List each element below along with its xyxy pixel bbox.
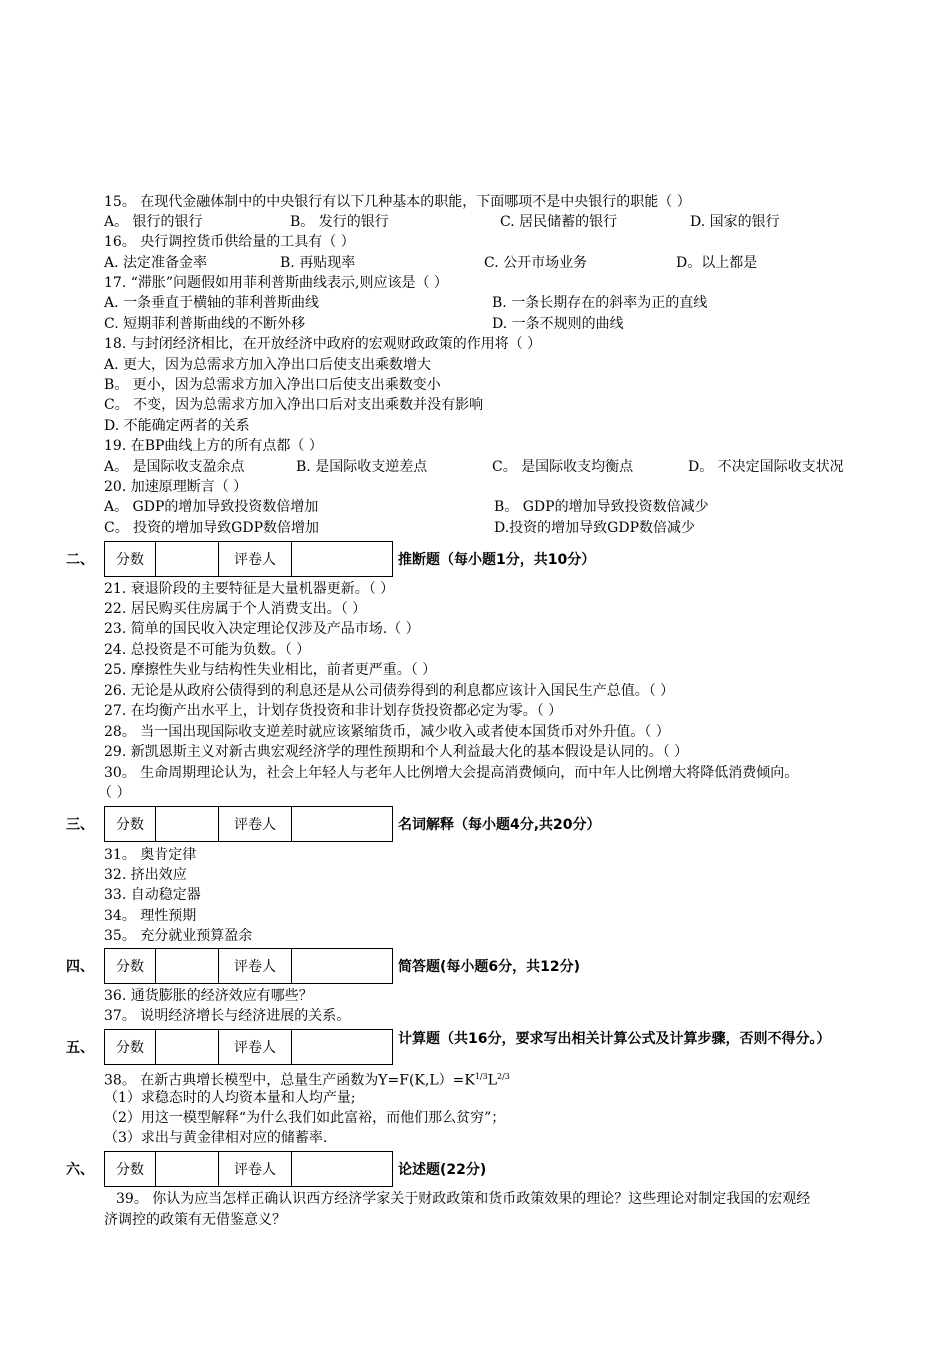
- term-33: 33. 自动稳定器: [104, 887, 201, 903]
- section-number: 二、: [66, 552, 94, 568]
- score-cell: [156, 1152, 219, 1187]
- calc-item-2: （2）用这一模型解释“为什么我们如此富裕，而他们那么贫穷”；: [104, 1110, 506, 1126]
- q18-option-c: C。 不变，因为总需求方加入净出口后对支出乘数并没有影响: [104, 397, 484, 413]
- question-18: 18. 与封闭经济相比，在开放经济中政府的宏观财政政策的作用将（ ）: [104, 336, 542, 352]
- q16-option-a: A. 法定准备金率: [104, 255, 208, 271]
- grader-label: 评卷人: [219, 1152, 292, 1187]
- q15-option-a: A。 银行的银行: [104, 214, 203, 230]
- score-table: [104, 948, 393, 984]
- section-header-3: [66, 806, 886, 842]
- score-label: 分数: [105, 1030, 156, 1065]
- score-cell: [156, 807, 219, 842]
- score-cell: [156, 1030, 219, 1065]
- q20-option-b: B。 GDP的增加导致投资数倍减少: [494, 499, 709, 515]
- grader-cell: [292, 1152, 393, 1187]
- q15-option-b: B。 发行的银行: [290, 214, 389, 230]
- score-table: [104, 1029, 393, 1065]
- section-number: 四、: [66, 959, 94, 975]
- term-31: 31。 奥肯定律: [104, 847, 197, 863]
- judge-27: 27. 在均衡产出水平上，计划存货投资和非计划存货投资都必定为零。（ ）: [104, 703, 563, 719]
- judge-26: 26. 无论是从政府公债得到的利息还是从公司债券得到的利息都应该计入国民生产总值。（ ）: [104, 683, 675, 699]
- judge-28: 28。 当一国出现国际收支逆差时就应该紧缩货币，减少收入或者使本国货币对外升值。（ ）: [104, 724, 670, 740]
- question-15: 15。 在现代金融体制中的中央银行有以下几种基本的职能，下面哪项不是中央银行的职能（ ）: [104, 194, 691, 210]
- q20-option-a: A。 GDP的增加导致投资数倍增加: [104, 499, 319, 515]
- grader-label: 评卷人: [219, 542, 292, 577]
- essay-39-line1: 39。 你认为应当怎样正确认识西方经济学家关于财政政策和货币政策效果的理论？这些理论对制定我国的宏观经: [116, 1191, 811, 1207]
- q17-option-d: D. 一条不规则的曲线: [492, 316, 624, 332]
- question-17: 17. “滞胀”问题假如用菲利普斯曲线表示,则应该是（ ）: [104, 275, 448, 291]
- section-title: 简答题(每小题6分，共12分): [398, 959, 581, 975]
- section-header-2: [66, 541, 886, 577]
- grader-label: 评卷人: [219, 1030, 292, 1065]
- calc-l: L: [487, 1072, 497, 1089]
- score-label: 分数: [105, 1152, 156, 1187]
- section-title: 计算题（共16分，要求写出相关计算公式及计算步骤，否则不得分。）: [398, 1031, 831, 1047]
- q19-option-b: B. 是国际收支逆差点: [296, 459, 428, 475]
- essay-39-line2: 济调控的政策有无借鉴意义？: [104, 1212, 286, 1228]
- question-16: 16。 央行调控货币供给量的工具有（ ）: [104, 234, 355, 250]
- judge-25: 25. 摩擦性失业与结构性失业相比，前者更严重。（ ）: [104, 662, 437, 678]
- q15-option-c: C. 居民储蓄的银行: [500, 214, 618, 230]
- q16-option-d: D。以上都是: [676, 255, 758, 271]
- short-37: 37。 说明经济增长与经济进展的关系。: [104, 1008, 351, 1024]
- section-number: 五、: [66, 1040, 94, 1056]
- judge-29: 29. 新凯恩斯主义对新古典宏观经济学的理性预期和个人利益最大化的基本假设是认同的。（ ）: [104, 744, 689, 760]
- question-19: 19. 在BP曲线上方的所有点都（ ）: [104, 438, 323, 454]
- section-header-4: [66, 948, 886, 984]
- q19-option-c: C。 是国际收支均衡点: [492, 459, 634, 475]
- grader-label: 评卷人: [219, 949, 292, 984]
- judge-21: 21. 衰退阶段的主要特征是大量机器更新。（ ）: [104, 581, 395, 597]
- section-title: 推断题（每小题1分，共10分）: [398, 552, 596, 568]
- q18-option-b: B。 更小，因为总需求方加入净出口后使支出乘数变小: [104, 377, 441, 393]
- score-label: 分数: [105, 542, 156, 577]
- q15-option-d: D. 国家的银行: [690, 214, 780, 230]
- calc-item-3: （3）求出与黄金律相对应的储蓄率.: [104, 1130, 328, 1146]
- calc-38: [104, 1067, 510, 1087]
- question-20: 20. 加速原理断言（ ）: [104, 479, 248, 495]
- score-label: 分数: [105, 949, 156, 984]
- judge-22: 22. 居民购买住房属于个人消费支出。（ ）: [104, 601, 367, 617]
- grader-cell: [292, 1030, 393, 1065]
- section-number: 六、: [66, 1162, 94, 1178]
- score-table: [104, 1151, 393, 1187]
- calc-stem: 38。 在新古典增长模型中，总量生产函数为Y=F(K,L）=K: [104, 1072, 475, 1089]
- score-cell: [156, 949, 219, 984]
- score-table: [104, 541, 393, 577]
- grader-label: 评卷人: [219, 807, 292, 842]
- calc-item-1: （1）求稳态时的人均资本量和人均产量;: [104, 1090, 356, 1106]
- q17-option-c: C. 短期菲利普斯曲线的不断外移: [104, 316, 306, 332]
- score-label: 分数: [105, 807, 156, 842]
- judge-24: 24. 总投资是不可能为负数。（ ）: [104, 642, 311, 658]
- q20-option-d: D.投资的增加导致GDP数倍减少: [494, 520, 696, 536]
- section-title: 名词解释（每小题4分,共20分）: [398, 817, 601, 833]
- q16-option-c: C. 公开市场业务: [484, 255, 588, 271]
- judge-30: 30。 生命周期理论认为，社会上年轻人与老年人比例增大会提高消费倾向，而中年人比例增大将降低消费倾向。: [104, 765, 799, 781]
- q16-option-b: B. 再贴现率: [280, 255, 356, 271]
- exponent-k: 1/3: [474, 1072, 488, 1081]
- term-35: 35。 充分就业预算盈余: [104, 928, 253, 944]
- q18-option-d: D. 不能确定两者的关系: [104, 418, 250, 434]
- q17-option-b: B. 一条长期存在的斜率为正的直线: [492, 295, 708, 311]
- short-36: 36. 通货膨胀的经济效应有哪些？: [104, 988, 313, 1004]
- judge-30-bracket: （ ）: [98, 785, 131, 801]
- grader-cell: [292, 542, 393, 577]
- q19-option-a: A。 是国际收支盈余点: [104, 459, 245, 475]
- q20-option-c: C。 投资的增加导致GDP数倍增加: [104, 520, 319, 536]
- score-table: [104, 806, 393, 842]
- term-32: 32. 挤出效应: [104, 867, 187, 883]
- q18-option-a: A. 更大，因为总需求方加入净出口后使支出乘数增大: [104, 357, 432, 373]
- section-header-6: [66, 1151, 886, 1187]
- section-header-5: [66, 1029, 886, 1065]
- section-number: 三、: [66, 817, 94, 833]
- q19-option-d: D。 不决定国际收支状况: [688, 459, 844, 475]
- judge-23: 23. 简单的国民收入决定理论仅涉及产品市场.（ ）: [104, 621, 420, 637]
- section-title: 论述题(22分): [398, 1162, 487, 1178]
- term-34: 34。 理性预期: [104, 908, 197, 924]
- grader-cell: [292, 949, 393, 984]
- q17-option-a: A. 一条垂直于横轴的菲利普斯曲线: [104, 295, 320, 311]
- score-cell: [156, 542, 219, 577]
- grader-cell: [292, 807, 393, 842]
- exponent-l: 2/3: [496, 1072, 510, 1081]
